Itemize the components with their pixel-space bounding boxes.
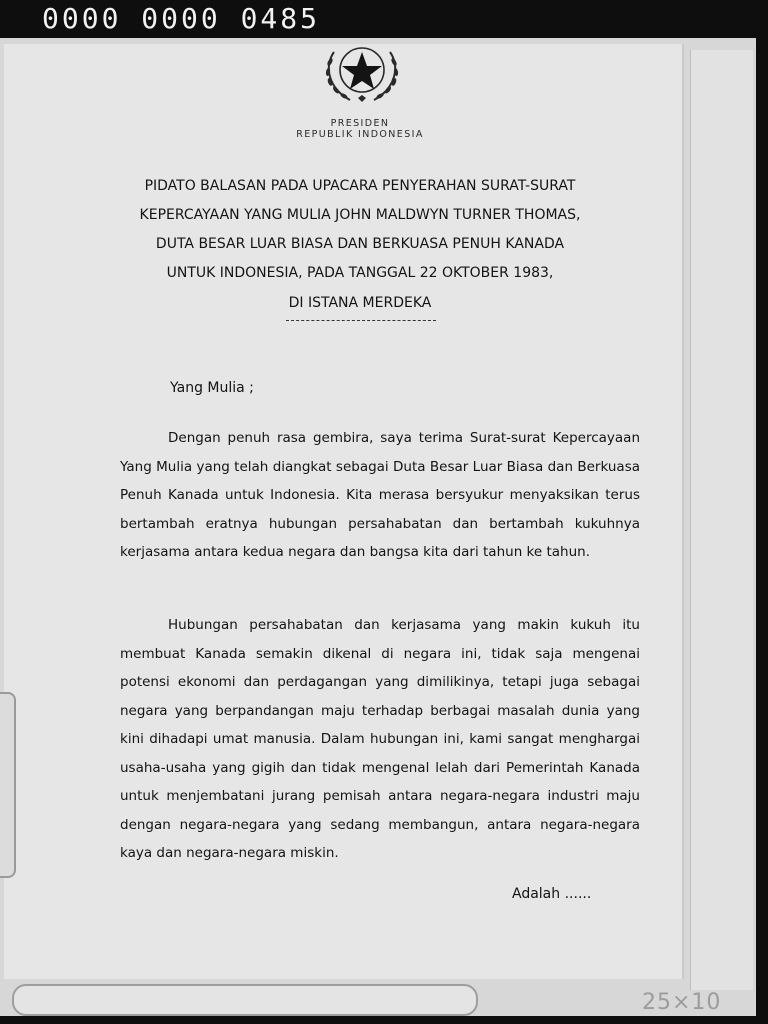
title-line: PIDATO BALASAN PADA UPACARA PENYERAHAN SURAT-SURAT — [144, 178, 576, 194]
left-binding-tab — [0, 692, 16, 878]
frame-mark: 25×10 — [642, 990, 722, 1015]
institution-line-1: PRESIDEN — [330, 118, 390, 129]
title-line: DUTA BESAR LUAR BIASA DAN BERKUASA PENUH KANADA — [155, 236, 565, 252]
closing-continuation: Adalah ...... — [512, 886, 592, 902]
title-underline — [286, 320, 436, 321]
body-paragraph: Hubungan persahabatan dan kerjasama yang makin kukuh itu membuat Kanada semakin dikenal di negara ini, tidak saja mengenai potensi ekonomi dan perdagangan yang dimilikinya, tetapi juga sebagai negara yang berpandangan maju terhadap berbagai masalah dunia yang kini dihadapi umat manusia. Dalam hubungan ini, kami sangat menghargai usaha-usaha yang gigih dan tidak mengenal lelah dari Pemerintah Kanada untuk menjembatani jurang pemisah antara negara-negara industri maju dengan negara-negara yang sedang membangun, antara negara-negara kaya dan negara-negara miskin. — [120, 617, 640, 861]
institution-line-2: REPUBLIK INDONESIA — [296, 129, 424, 140]
title-line: UNTUK INDONESIA, PADA TANGGAL 22 OKTOBER 1983, — [166, 265, 554, 281]
bottom-film-holder — [12, 984, 478, 1016]
garuda-star-emblem-icon — [320, 40, 404, 106]
body-paragraph: Dengan penuh rasa gembira, saya terima Surat-surat Kepercayaan Yang Mulia yang telah diangkat sebagai Duta Besar Luar Biasa dan Berkuasa Penuh Kanada untuk Indonesia. Kita merasa bersyukur menyaksikan terus bertambah eratnya hubungan persahabatan dan bertambah kukuhnya kerjasama antara kedua negara dan bangsa kita dari tahun ke tahun. — [120, 430, 640, 560]
title-line: DI ISTANA MERDEKA — [288, 295, 432, 311]
salutation: Yang Mulia ; — [170, 380, 254, 396]
adjacent-page-strip — [690, 50, 753, 990]
film-number: 0000 0000 0485 — [42, 2, 321, 35]
title-line: KEPERCAYAAN YANG MULIA JOHN MALDWYN TURNER THOMAS, — [139, 207, 581, 223]
